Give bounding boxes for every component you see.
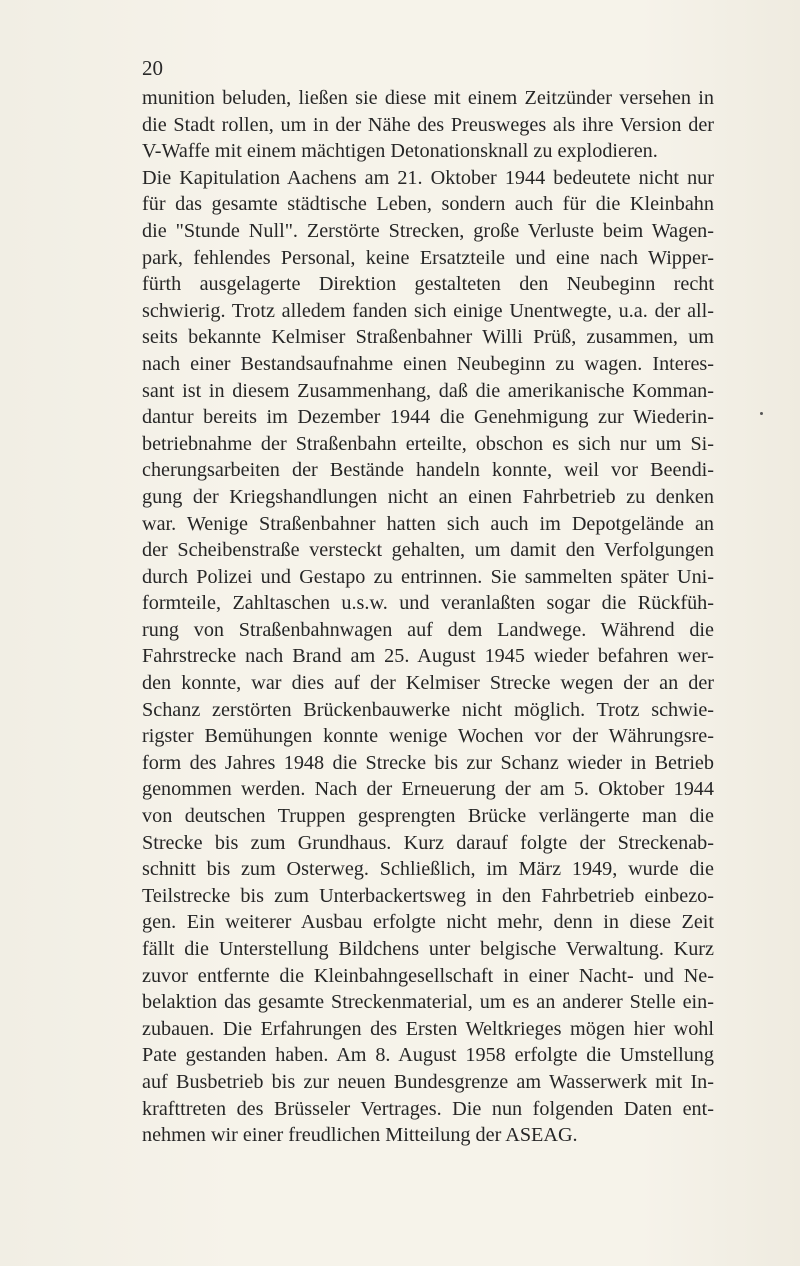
text-line: V-Waffe mit einem mächtigen Detonationsknall zu explodieren. [142,140,658,163]
text-line: munition beluden, ließen sie diese mit einem Zeitzünder versehen in [142,87,714,109]
text-line: auf Busbetrieb bis zur neuen Bundesgrenze am Wasserwerk mit In- [142,1070,714,1093]
text-line: von deutschen Truppen gesprengten Brücke verlängerte man die [142,805,714,828]
ink-speck [760,412,763,415]
text-line: Strecke bis zum Grundhaus. Kurz darauf folgte der Streckenab- [142,831,714,854]
text-line: formteile, Zahltaschen u.s.w. und veranlaßten sogar die Rückfüh- [142,592,714,615]
text-line: sant ist in diesem Zusammenhang, daß die amerikanische Komman- [142,379,714,402]
text-line: zubauen. Die Erfahrungen des Ersten Weltkrieges mögen hier wohl [142,1017,714,1040]
text-line: belaktion das gesamte Streckenmaterial, um es an anderer Stelle ein- [142,991,714,1014]
text-line: Die Kapitulation Aachens am 21. Oktober 1944 bedeutete nicht nur [142,166,714,189]
text-line: der Scheibenstraße versteckt gehalten, um damit den Verfolgungen [142,539,714,562]
text-line: rung von Straßenbahnwagen auf dem Landwege. Während die [142,618,714,641]
text-line: Teilstrecke bis zum Unterbackertsweg in den Fahrbetrieb einbezo- [142,884,714,907]
text-line: form des Jahres 1948 die Strecke bis zur Schanz wieder in Betrieb [142,751,714,774]
text-line: genommen werden. Nach der Erneuerung der am 5. Oktober 1944 [142,778,714,801]
text-line: cherungsarbeiten der Bestände handeln konnte, weil vor Beendi- [142,459,714,482]
text-line: fällt die Unterstellung Bildchens unter belgische Verwaltung. Kurz [142,938,714,960]
text-line: schwierig. Trotz alledem fanden sich einige Unentwegte, u.a. der all- [142,299,714,322]
text-line: war. Wenige Straßenbahner hatten sich auch im Depotgelände an [142,512,714,535]
text-line: dantur bereits im Dezember 1944 die Genehmigung zur Wiederin- [142,406,714,429]
text-line: durch Polizei und Gestapo zu entrinnen. Sie sammelten später Uni- [142,565,714,588]
text-line: schnitt bis zum Osterweg. Schließlich, im März 1949, wurde die [142,858,714,881]
text-line: gung der Kriegshandlungen nicht an einen Fahrbetrieb zu denken [142,485,714,508]
text-line: für das gesamte städtische Leben, sondern auch für die Kleinbahn [142,193,714,216]
text-line: zuvor entfernte die Kleinbahngesellschaft in einer Nacht- und Ne- [142,964,714,987]
text-line: krafttreten des Brüsseler Vertrages. Die nun folgenden Daten ent- [142,1097,714,1120]
text-line: nach einer Bestandsaufnahme einen Neubeginn zu wagen. Interes- [142,352,714,375]
text-line: den konnte, war dies auf der Kelmiser Strecke wegen der an der [142,672,714,695]
text-line: seits bekannte Kelmiser Straßenbahner Willi Prüß, zusammen, um [142,326,714,349]
text-line: gen. Ein weiterer Ausbau erfolgte nicht mehr, denn in diese Zeit [142,911,714,934]
body-paragraph [142,85,714,1149]
text-line: nehmen wir einer freudlichen Mitteilung der ASEAG. [142,1124,578,1147]
text-line: die Stadt rollen, um in der Nähe des Preusweges als ihre Version der [142,113,714,136]
text-line: rigster Bemühungen konnte wenige Wochen vor der Währungsre- [142,725,714,748]
text-line: Schanz zerstörten Brückenbauwerke nicht möglich. Trotz schwie- [142,698,714,721]
text-line: Fahrstrecke nach Brand am 25. August 1945 wieder befahren wer- [142,645,714,668]
text-line: fürth ausgelagerte Direktion gestalteten den Neubeginn recht [142,273,714,296]
page-number: 20 [142,56,163,80]
text-line: betriebnahme der Straßenbahn erteilte, obschon es sich nur um Si- [142,432,714,455]
text-line: Pate gestanden haben. Am 8. August 1958 erfolgte die Umstellung [142,1044,714,1067]
text-line: park, fehlendes Personal, keine Ersatzteile und eine nach Wipper- [142,246,714,269]
text-line: die "Stunde Null". Zerstörte Strecken, große Verluste beim Wagen- [142,219,714,242]
